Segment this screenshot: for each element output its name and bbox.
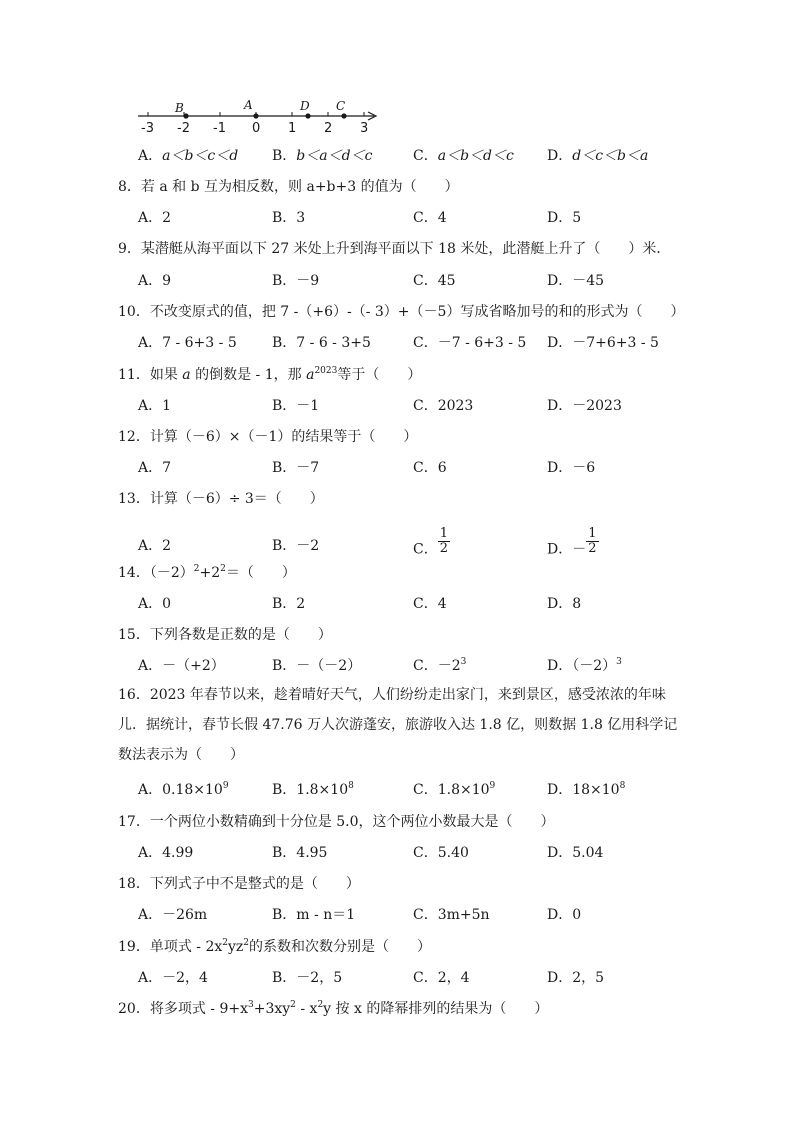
q17-option-a[interactable]: A．4.99 [138,845,194,861]
stem-text: +3xy [253,1001,291,1017]
fraction-numerator: 1 [588,526,597,541]
exponent: 2 [317,1000,324,1010]
q11-option-b[interactable]: B．－1 [272,398,320,414]
q12-option-a[interactable]: A．7 [138,460,172,476]
question-15-stem: 15．下列各数是正数的是（ ） [118,627,332,643]
option-text: C．－2 [413,658,461,674]
stem-text: 14．（－2） [118,565,194,581]
q15-option-b[interactable]: B．－（－2） [272,658,362,674]
q13-option-b[interactable]: B．－2 [272,538,320,554]
exponent: 2023 [314,366,338,376]
option-expr: a＜b＜c＜d [162,148,239,164]
option-text: D．18×10 [547,782,620,798]
q19-option-b[interactable]: B．－2，5 [272,970,343,986]
q18-options [138,904,738,926]
option-expr: d＜c＜b＜a [572,148,649,164]
stem-text: - x [295,1001,318,1017]
q9-option-b[interactable]: B．－9 [272,273,320,289]
q17-option-b[interactable]: B．4.95 [272,845,328,861]
option-text: C．1.8×10 [413,782,490,798]
q16-option-c[interactable] [413,779,495,799]
q11-option-a[interactable]: A．1 [138,398,172,414]
q16-option-d[interactable] [547,779,625,799]
q10-option-b[interactable]: B．7 - 6 - 3+5 [272,335,371,351]
stem-text: 的系数和次数分别是（ ） [249,939,432,955]
exponent: 2 [290,1000,296,1010]
exponent: 2 [193,564,200,574]
q19-option-c[interactable]: C．2，4 [413,970,470,986]
q13-options [138,526,738,558]
q11-option-d[interactable]: D．－2023 [547,398,622,414]
q10-option-a[interactable]: A．7 - 6+3 - 5 [138,335,237,351]
point-d-label: D [300,99,310,113]
option-expr: b＜a＜d＜c [296,148,373,164]
q18-option-b[interactable]: B．m - n＝1 [272,907,356,923]
q15-option-c[interactable] [413,655,466,675]
question-12-stem: 12．计算（－6）×（－1）的结果等于（ ） [118,429,418,445]
exponent: 9 [222,781,229,791]
fraction-one-half [586,527,598,556]
question-20-stem [118,998,548,1018]
q17-option-c[interactable]: C．5.40 [413,845,469,861]
q12-options [138,457,738,479]
q15-option-d[interactable] [547,655,622,675]
option-letter: C． [413,148,438,164]
option-letter: D．－ [547,541,587,558]
q19-option-d[interactable]: D．2，5 [547,970,605,986]
question-9-stem: 9．某潜艇从海平面以下 27 米处上升到海平面以下 18 米处，此潜艇上升了（ ）米． [118,241,671,257]
q7-option-a[interactable] [138,145,238,165]
stem-text: 20．将多项式 - 9+x [118,1001,248,1017]
q8-option-a[interactable]: A．2 [138,210,172,226]
q18-option-a[interactable]: A．－26m [138,907,208,923]
q11-option-c[interactable]: C．2023 [413,398,474,414]
tick-label: 2 [324,121,333,136]
q11-options [138,395,738,417]
q7-option-c[interactable] [413,145,514,165]
q7-options [138,145,738,167]
stem-text: yz [227,939,244,955]
point-a-dot [253,113,258,118]
q14-option-d[interactable]: D．8 [547,596,582,612]
option-expr: a＜b＜d＜c [437,148,514,164]
q7-option-d[interactable] [547,145,648,165]
variable: a [306,367,315,383]
question-13-stem: 13．计算（－6）÷ 3＝（ ） [118,491,324,507]
option-letter: D． [547,148,573,164]
question-17-stem: 17．一个两位小数精确到十分位是 5.0，这个两位小数最大是（ ） [118,814,555,830]
exponent: 3 [460,657,467,667]
exponent: 2 [243,938,250,948]
question-8-stem: 8．若 a 和 b 互为相反数，则 a+b+3 的值为（ ） [118,179,459,195]
point-c-dot [341,113,346,118]
q19-option-a[interactable]: A．－2，4 [138,970,208,986]
q15-options [138,655,738,677]
stem-text: 19．单项式 - 2x [118,939,223,955]
q13-option-a[interactable]: A．2 [138,538,172,554]
stem-text: ＝（ ） [225,565,296,581]
option-letter: B． [272,148,297,164]
tick-label: -1 [213,121,226,136]
fraction-numerator: 1 [439,526,448,541]
point-c-label: C [336,99,346,113]
exponent: 3 [616,657,622,667]
fraction-denominator: 2 [439,541,448,556]
number-line-figure [134,98,384,138]
q9-option-c[interactable]: C．45 [413,273,456,289]
q12-option-b[interactable]: B．－7 [272,460,320,476]
point-b-label: B [175,101,184,115]
fraction-one-half [438,527,450,556]
number-line-svg [134,98,384,138]
tick-label: -3 [141,121,154,136]
q13-option-d[interactable] [547,526,599,564]
option-text: A．0.18×10 [138,782,223,798]
exponent: 8 [348,781,354,791]
q16-option-a[interactable] [138,779,229,799]
q18-option-d[interactable]: D．0 [547,907,582,923]
point-a-label: A [244,98,253,112]
exponent: 8 [619,781,626,791]
q10-option-c[interactable]: C．－7 - 6+3 - 5 [413,335,527,351]
q17-option-d[interactable]: D．5.04 [547,845,604,861]
stem-text: 等于（ ） [337,367,422,383]
q14-option-a[interactable]: A．0 [138,596,172,612]
stem-text: +2 [199,565,221,581]
point-d-dot [305,113,310,118]
q12-option-d[interactable]: D．－6 [547,460,596,476]
q7-option-b[interactable] [272,145,372,165]
q12-option-c[interactable]: C．6 [413,460,447,476]
q14-option-b[interactable]: B．2 [272,596,306,612]
exponent: 2 [222,938,228,948]
exponent: 2 [220,564,226,574]
exponent: 9 [489,781,496,791]
question-19-stem [118,936,431,956]
q18-option-c[interactable]: C．3m+5n [413,907,490,923]
question-10-stem: 10．不改变原式的值，把 7 -（+6）-（- 3）+（－5）写成省略加号的和的形式为（ ） [118,304,685,320]
q8-options [138,207,738,229]
question-11-stem [118,364,421,384]
tick-label: 3 [360,121,369,136]
q19-options [138,967,738,989]
tick-label: -2 [177,121,190,136]
option-text: B．1.8×10 [272,782,349,798]
q8-option-d[interactable]: D．5 [547,210,582,226]
question-16-stem: 16．2023 年春节以来，趁着晴好天气，人们纷纷走出家门，来到景区，感受浓浓的年味儿．据统计，春节长假 47.76 万人次游蓬安，旅游收入达 1.8 亿，则数据 1.8 亿用科学记数法表示为（ ） [118,687,678,763]
option-text: D．（－2） [547,658,617,674]
q16-option-b[interactable] [272,779,354,799]
q15-option-a[interactable]: A．－（+2） [138,658,225,674]
q8-option-b[interactable]: B．3 [272,210,306,226]
q14-options [138,593,738,615]
q10-option-d[interactable]: D．－7+6+3 - 5 [547,335,659,351]
variable: a [182,367,191,383]
q16-options [138,779,738,801]
stem-text: 11．如果 [118,367,183,383]
stem-text: 的倒数是 - 1，那 [190,367,307,383]
stem-text: y 按 x 的降幂排列的结果为（ ） [323,1001,549,1017]
q9-options [138,270,738,292]
point-b-dot [183,113,188,118]
exponent: 3 [247,1000,254,1010]
q9-option-d[interactable]: D．－45 [547,273,605,289]
question-14-stem [118,562,296,582]
option-letter: A． [138,148,163,164]
q8-option-c[interactable]: C．4 [413,210,447,226]
q13-option-c[interactable] [413,526,450,564]
q9-option-a[interactable]: A．9 [138,273,172,289]
fraction-denominator: 2 [588,541,597,556]
tick-label: 1 [288,121,297,136]
q14-option-c[interactable]: C．4 [413,596,447,612]
q10-options [138,332,738,354]
question-18-stem: 18．下列式子中不是整式的是（ ） [118,876,360,892]
q17-options [138,842,738,864]
tick-label: 0 [252,121,261,136]
option-letter: C． [413,541,438,558]
